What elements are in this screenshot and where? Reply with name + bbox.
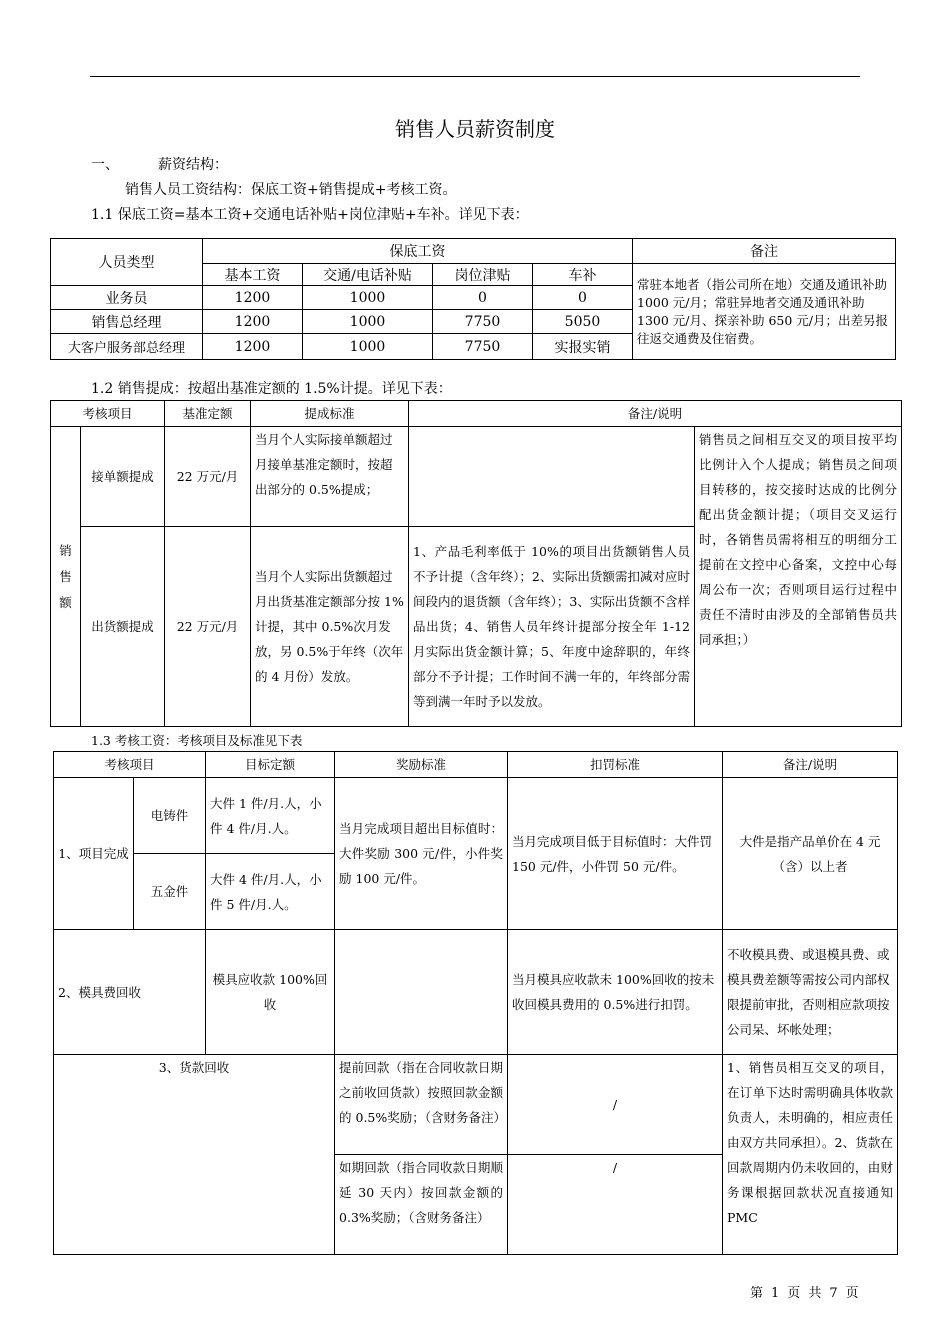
header-base-salary: 保底工资 bbox=[203, 239, 633, 264]
base-salary-table bbox=[50, 238, 896, 360]
footer-label: 共 bbox=[808, 1286, 822, 1301]
header-reward: 奖励标准 bbox=[335, 752, 508, 778]
item-order-commission: 接单额提成 bbox=[81, 427, 165, 527]
payment-recovery: 3、货款回收 bbox=[54, 1055, 335, 1255]
cell: 1200 bbox=[203, 310, 303, 334]
footer-label: 页 bbox=[845, 1286, 859, 1301]
note-cell: 常驻本地者（指公司所在地）交通及通讯补助 1000 元/月；常驻异地者交通及通讯补助 1300 元/月、探亲补助 650 元/月；出差另报往返交通费及住宿费。 bbox=[633, 264, 896, 360]
header-note: 备注/说明 bbox=[409, 401, 902, 427]
standard-order: 当月个人实际接单额超过月接单基准定额时，按超出部分的 0.5%提成； bbox=[251, 427, 409, 527]
cell: 1000 bbox=[303, 286, 433, 310]
header-quota: 基准定额 bbox=[165, 401, 251, 427]
footer-label: 第 bbox=[750, 1286, 764, 1301]
footer-label: 页 bbox=[787, 1286, 801, 1301]
hardware-parts: 五金件 bbox=[134, 854, 206, 930]
total-pages: 7 bbox=[829, 1286, 838, 1301]
project-penalty: 当月完成项目低于目标值时：大件罚 150 元/件，小件罚 50 元/件。 bbox=[508, 778, 723, 930]
quota-shipment: 22 万元/月 bbox=[165, 527, 251, 727]
project-completion: 1、项目完成 bbox=[54, 778, 134, 930]
standard-shipment: 当月个人实际出货额超过月出货基准定额部分按 1%计提，其中 0.5%次月发放，另 0.5%于年终（次年的 4 月份）发放。 bbox=[251, 527, 409, 727]
header-item: 考核项目 bbox=[54, 752, 206, 778]
page-footer bbox=[750, 1282, 867, 1301]
cell: 7750 bbox=[433, 310, 533, 334]
header-standard: 提成标准 bbox=[251, 401, 409, 427]
mold-penalty: 当月模具应收款未 100%回收的按未收回模具费用的 0.5%进行扣罚。 bbox=[508, 930, 723, 1055]
subsection-1-2: 1.2 销售提成：按超出基准定额的 1.5%计提。详见下表： bbox=[91, 381, 452, 397]
header-person-type: 人员类型 bbox=[51, 239, 203, 286]
page-number: 1 bbox=[771, 1286, 780, 1301]
project-note: 大件是指产品单价在 4 元（含）以上者 bbox=[723, 778, 898, 930]
structure-text: 销售人员工资结构：保底工资+销售提成+考核工资。 bbox=[125, 182, 457, 198]
col-car-allowance: 车补 bbox=[533, 264, 633, 286]
item-shipment-commission: 出货额提成 bbox=[81, 527, 165, 727]
quota-order: 22 万元/月 bbox=[165, 427, 251, 527]
early-payment-reward: 提前回款（指在合同收款日期之前收回货款）按照回款金额的 0.5%奖励；（含财务备注） bbox=[335, 1055, 508, 1155]
cell: 1000 bbox=[303, 334, 433, 360]
header-note: 备注/说明 bbox=[723, 752, 898, 778]
row-type: 销售总经理 bbox=[51, 310, 203, 334]
section-title: 薪资结构： bbox=[158, 157, 228, 173]
section-number: 一、 bbox=[91, 157, 119, 173]
cell: 5050 bbox=[533, 310, 633, 334]
header-item: 考核项目 bbox=[51, 401, 165, 427]
assessment-table bbox=[53, 751, 898, 1255]
side-note: 销售员之间相互交叉的项目按平均比例计入个人提成；销售员之间项目转移的，按交接时达成的比例分配出货金额计提；（项目交叉运行时，各销售员需将相互的明细分工提前在文控中心备案，文控中心每周公布一次；否则项目运行过程中责任不清时由涉及的全部销售员共同承担；） bbox=[695, 427, 902, 727]
cell: 1200 bbox=[203, 286, 303, 310]
header-rule bbox=[90, 76, 860, 77]
header-penalty: 扣罚标准 bbox=[508, 752, 723, 778]
header-target: 目标定额 bbox=[206, 752, 335, 778]
note-empty bbox=[409, 427, 695, 527]
payment-note: 1、销售员相互交叉的项目，在订单下达时需明确具体收款负责人，未明确的，相应责任由双方共同承担）。2、货款在回款周期内仍未收回的，由财务课根据回款状况直接通知PMC bbox=[723, 1055, 898, 1255]
project-reward: 当月完成项目超出目标值时：大件奖励 300 元/件，小件奖励 100 元/件。 bbox=[335, 778, 508, 930]
electroform-target: 大件 1 件/月.人，小件 4 件/月.人。 bbox=[206, 778, 335, 854]
hardware-target: 大件 4 件/月.人，小件 5 件/月.人。 bbox=[206, 854, 335, 930]
mold-reward-empty bbox=[335, 930, 508, 1055]
cell: 0 bbox=[433, 286, 533, 310]
col-post-allowance: 岗位津贴 bbox=[433, 264, 533, 286]
cell: 7750 bbox=[433, 334, 533, 360]
group-sales: 销售额 bbox=[51, 427, 81, 727]
mold-target: 模具应收款 100%回收 bbox=[206, 930, 335, 1055]
col-transport-phone: 交通/电话补贴 bbox=[303, 264, 433, 286]
subsection-1-1: 1.1 保底工资=基本工资+交通电话补贴+岗位津贴+车补。详见下表： bbox=[91, 207, 529, 223]
subsection-1-3: 1.3 考核工资：考核项目及标准见下表 bbox=[91, 733, 303, 748]
commission-table bbox=[50, 400, 902, 727]
cell: 实报实销 bbox=[533, 334, 633, 360]
note-shipment: 1、产品毛利率低于 10%的项目出货额销售人员不予计提（含年终）；2、实际出货额需扣减对应时间段内的退货额（含年终）；3、实际出货额不含样品出货；4、销售人员年终计提部分按全年 1-12 月实际出货金额计算；5、年度中途辞职的，年终部分不予计提；工作时间不满一年的，年终部分需等到满一年时予以发放。 bbox=[409, 527, 695, 727]
mold-note: 不收模具费、或退模具费、或模具费差额等需按公司内部权限提前审批，否则相应款项按公司呆、坏帐处理； bbox=[723, 930, 898, 1055]
early-payment-penalty: / bbox=[508, 1055, 723, 1155]
electroform-parts: 电铸件 bbox=[134, 778, 206, 854]
header-note: 备注 bbox=[633, 239, 896, 264]
row-type: 业务员 bbox=[51, 286, 203, 310]
col-basic-salary: 基本工资 bbox=[203, 264, 303, 286]
cell: 1000 bbox=[303, 310, 433, 334]
page-title: 销售人员薪资制度 bbox=[395, 117, 555, 141]
cell: 1200 bbox=[203, 334, 303, 360]
mold-fee-recovery: 2、模具费回收 bbox=[54, 930, 206, 1055]
row-type: 大客户服务部总经理 bbox=[51, 334, 203, 360]
cell: 0 bbox=[533, 286, 633, 310]
ontime-payment-reward: 如期回款（指合同收款日期顺延 30 天内）按回款金额的 0.3%奖励；（含财务备注） bbox=[335, 1155, 508, 1255]
ontime-payment-penalty: / bbox=[508, 1155, 723, 1255]
